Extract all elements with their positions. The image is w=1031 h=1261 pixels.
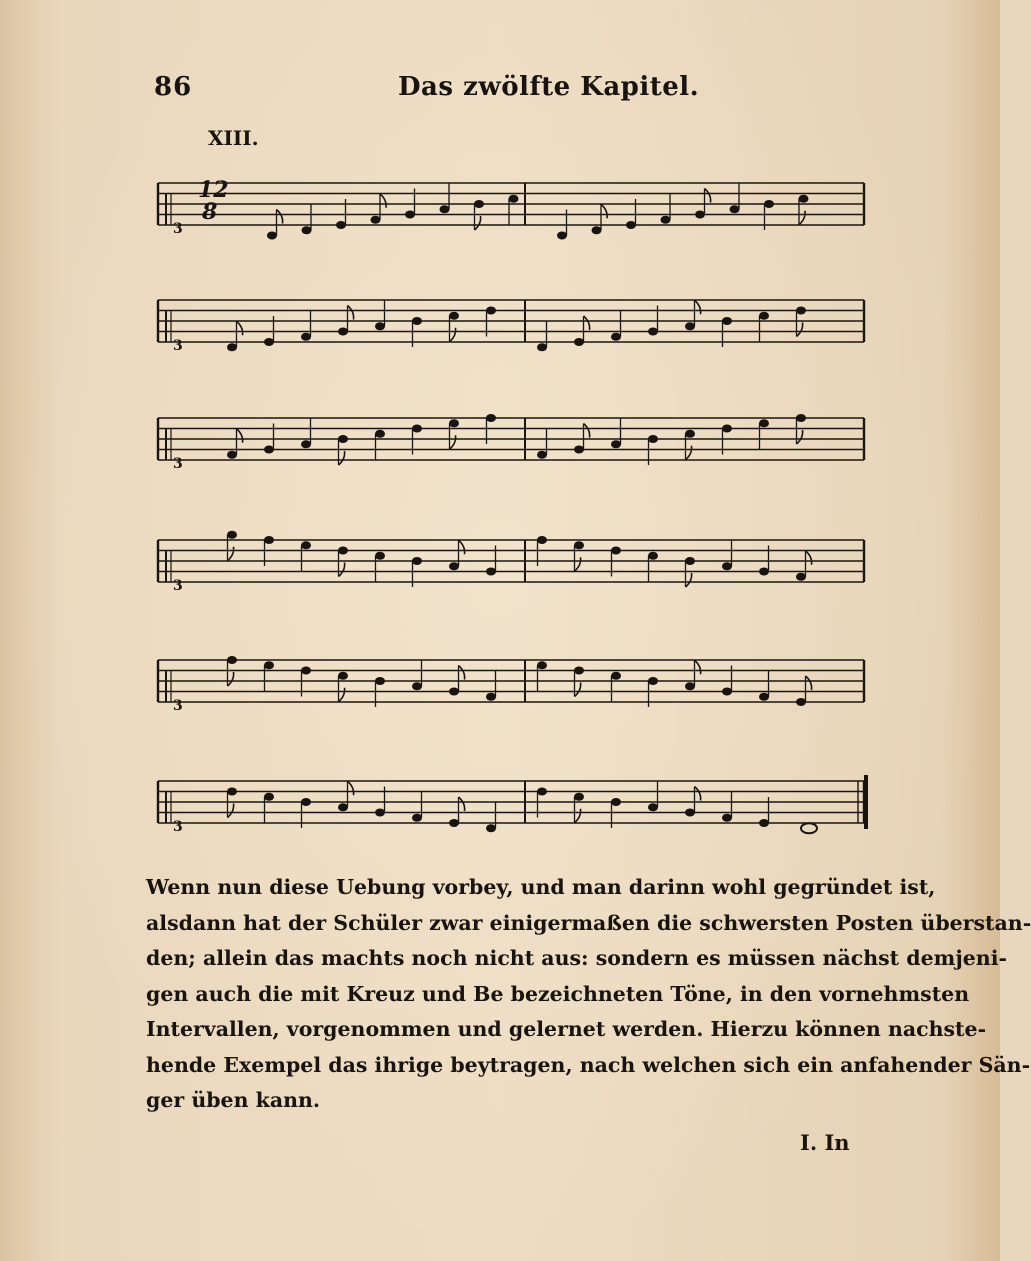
note-flag [797,430,803,444]
note-head [799,195,809,203]
note-flag [237,429,243,443]
note-head [626,221,636,229]
note-head [722,688,732,696]
note-flag [686,573,692,587]
note-head [338,803,348,811]
note-flag [459,797,465,811]
note-flag [339,451,345,465]
note-head [574,338,584,346]
note-head [759,693,769,701]
note-head [611,333,621,341]
body-line: alsdann hat der Schüler zwar einigermaßen die schwersten Posten überstan- [146,910,1031,935]
note-head [227,788,237,796]
note-head [486,414,496,422]
note-head [730,205,740,213]
note-flag [380,194,386,208]
note-head [301,798,311,806]
note-head [695,211,705,219]
note-flag [277,210,283,224]
note-head [449,419,459,427]
body-line: Wenn nun diese Uebung vorbey, und man darinn wohl gegründet ist, [146,875,936,899]
note-head [338,547,348,555]
note-head [685,430,695,438]
note-head [449,688,459,696]
note-head [648,328,658,336]
note-flag [450,435,456,449]
note-head [264,661,274,669]
page-number: 86 [154,72,193,102]
catchword: I. In [800,1130,850,1155]
note-flag [459,540,465,554]
body-text [146,870,1031,1119]
note-head [301,667,311,675]
note-head [759,312,769,320]
note-head [661,216,671,224]
note-flag [339,688,345,702]
note-head [412,317,422,325]
clef-figure: 3 [173,221,183,237]
note-flag [686,446,692,460]
note-head [301,333,311,341]
note-head [449,819,459,827]
note-flag [806,676,812,690]
clef-figure: 3 [173,819,183,835]
note-head [648,552,658,560]
note-flag [450,328,456,342]
note-flag [797,323,803,337]
note-head [722,425,732,433]
note-head [301,541,311,549]
note-head [611,547,621,555]
note-head [375,430,385,438]
note-flag [459,666,465,680]
staff-system [158,183,864,225]
note-head [574,446,584,454]
note-head [371,216,381,224]
note-head [264,446,274,454]
note-head [405,211,415,219]
note-head [227,656,237,664]
chapter-title: Das zwölfte Kapitel. [398,72,700,102]
note-head [648,435,658,443]
note-head [537,788,547,796]
note-flag [575,809,581,823]
note-head [592,226,602,234]
note-head [449,312,459,320]
note-head [537,343,547,351]
note-head [796,573,806,581]
note-head [685,809,695,817]
note-head [227,451,237,459]
note-head [611,798,621,806]
note-head [537,661,547,669]
note-head [375,677,385,685]
note-flag [339,563,345,577]
note-head [537,451,547,459]
note-flag [228,672,234,686]
note-flag [475,216,481,230]
note-head [227,531,237,539]
note-head [336,221,346,229]
note-head [338,328,348,336]
note-head [486,824,496,832]
note-head [648,803,658,811]
note-head [486,307,496,315]
body-line: hende Exempel das ihrige beytragen, nach welchen sich ein anfahender Sän- [146,1052,1031,1077]
note-head [412,682,422,690]
note-flag [584,424,590,438]
note-head [574,541,584,549]
note-head [685,557,695,565]
note-head [264,338,274,346]
note-head [338,672,348,680]
note-head [474,200,484,208]
note-head [301,440,311,448]
note-head [759,568,769,576]
note-flag [601,204,607,218]
clef-figure: 3 [173,456,183,472]
note-head [449,562,459,570]
clef-figure: 3 [173,578,183,594]
note-head [375,322,385,330]
note-head [685,682,695,690]
clef-figure: 3 [173,698,183,714]
note-head [338,435,348,443]
note-head [264,793,274,801]
note-flag [695,300,701,314]
note-head [557,232,567,240]
note-head [412,814,422,822]
note-head [796,307,806,315]
note-head [509,195,519,203]
note-head [611,440,621,448]
note-flag [575,683,581,697]
note-head [375,552,385,560]
note-head [412,425,422,433]
note-head [227,343,237,351]
note-head [648,677,658,685]
note-head [796,414,806,422]
note-head [486,693,496,701]
body-line: Intervallen, vorgenommen und gelernet werden. Hierzu können nachste- [146,1017,987,1041]
note-flag [575,557,581,571]
note-head [796,698,806,706]
clef-figure: 3 [173,338,183,354]
note-flag [228,804,234,818]
staff-system [158,418,864,460]
note-head [574,793,584,801]
note-head [537,536,547,544]
note-head [375,809,385,817]
note-flag [584,316,590,330]
note-head [722,317,732,325]
note-flag [228,547,234,561]
note-head [264,536,274,544]
note-flag [348,781,354,795]
note-flag [348,306,354,320]
note-head [722,814,732,822]
note-head [764,200,774,208]
note-flag [237,321,243,335]
note-head [574,667,584,675]
note-flag [695,660,701,674]
staff-system [158,300,864,342]
body-line: ger üben kann. [146,1088,321,1112]
note-head [486,568,496,576]
note-head [685,322,695,330]
note-head [267,232,277,240]
note-head [302,226,312,234]
note-flag [695,787,701,801]
note-flag [806,551,812,565]
note-head [412,557,422,565]
note-flag [799,211,805,225]
note-head [759,419,769,427]
example-label: XIII. [208,126,259,150]
note-head [722,562,732,570]
body-line: gen auch die mit Kreuz und Be bezeichneten Töne, in den vornehmsten [146,981,970,1006]
note-head [611,672,621,680]
body-line: den; allein das machts noch nicht aus: sondern es müssen nächst demjeni- [146,946,1008,970]
note-flag [705,189,711,203]
time-signature-top: 12 [198,177,229,203]
note-head [759,819,769,827]
note-head [440,205,450,213]
whole-note [801,823,817,833]
time-signature-bottom: 8 [202,199,218,225]
